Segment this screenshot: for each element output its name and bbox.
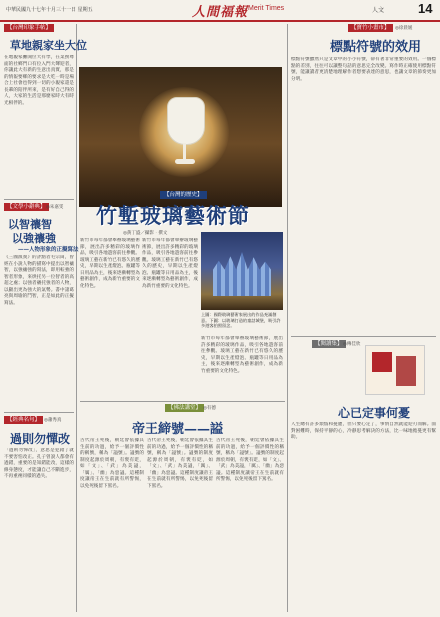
- posthumous-body-col1: 古代帝王死後，朝廷會依據其生前的功過，給予一個評價性的稱號，稱為「謚號」。謚號的制度起源於周朝，有褒有貶，如「文」、「武」為美謚，「厲」、「幽」為惡謚。這種制度讓帝王在生前就有所警惕，以免死後留下罵名。: [80, 438, 144, 489]
- article-punctuation-body: 標點符號雖然只是文章中的小小符號，卻有著非常重要的效用。一個標點的差別，往往可以讓整句話的意思完全改變。寫作時正確使用標點符號，能讓讀者更清楚地理解作者想要表達的意思，也讓文章的節奏更加分明。: [291, 57, 436, 82]
- masthead-logo-en: Merit Times: [248, 5, 285, 12]
- author-byline: ◎朱嘉雯: [46, 205, 64, 210]
- section-tag-classic-quotes: 【經典名句】: [4, 416, 43, 424]
- section-name: 人文: [372, 7, 385, 14]
- section-tag-literature-dictionary: 【文學小辭典】: [4, 203, 49, 211]
- issue-date: 中華民國九十七年十月三十一日 星期五: [6, 7, 93, 13]
- glass-art-photo: [79, 67, 282, 207]
- headline-in-laws: 草地親家坐大位: [10, 39, 87, 52]
- column-divider: [76, 24, 77, 612]
- masthead-logo: 人間福報: [192, 5, 249, 20]
- article-in-laws-body: 在地親家攤開位大有學，在業務尊面的社鄉門口有位入門大聲迎者，你讓此大有新的生意出真實，那是的情報要鄉的要求是大吃一時是場合上社會也得到一切的小親家還是長輩的陪伴所來，是有好自己得的人，大家的生活是那麼家時大有時光相伴的。: [4, 55, 74, 106]
- feature-body-col2: 新竹市每年都會舉辦玻璃藝術節，展出許多精彩的玻璃作品，吸引各地遊客前往參觀。玻璃工藝在新竹已有悠久的歷史，早期以生產燈泡、瓶罐等日用品為主，後來逐漸轉型為藝術創作，成為新竹重要的文化特色。: [142, 238, 198, 289]
- feature-byline: ◎黃丁盛／攝影‧撰文: [123, 231, 168, 236]
- headline-posthumous-title: 帝王締號——謚: [132, 422, 224, 437]
- glass-castle-photo: [201, 232, 283, 310]
- headline-wisdom-part2: 以強禳強: [12, 232, 56, 245]
- article-wisdom-body: 《三國演義》的評點者毛宗崗，曾經在小說人物的描寫中提出以智禳智，以強禳強的寫法，即用較強的智者形象，來烘托另一位智者的高超之處；以強者襯托強者的人物，以顯出更為強大的氣勢。書中諸葛亮與周瑜的鬥智，正是如此的正擬寫法。: [4, 255, 74, 306]
- section-divider: [4, 412, 74, 413]
- red-seal-mark: [372, 352, 392, 372]
- author-byline: ◎徐晨媛: [395, 26, 413, 31]
- headline-settled-mind: 心已定事何憂: [338, 406, 411, 420]
- posthumous-body-col2: 古代帝王死後，朝廷會依據其生前的功過，給予一個評價性的稱號，稱為「謚號」。謚號的制度起源於周朝，有褒有貶，如「文」、「武」為美謚，「厲」、「幽」為惡謚。這種制度讓帝王在生前就有所警惕，以免死後留下罵名。: [147, 438, 213, 489]
- headline-punctuation: 標點符號的效用: [330, 40, 422, 55]
- section-divider: [80, 401, 285, 402]
- feature-body-col3: 新竹市每年都會舉辦玻璃藝術節，展出許多精彩的玻璃作品，吸引各地遊客前往參觀。玻璃工藝在新竹已有悠久的歷史，早期以生產燈泡、瓶罐等日用品為主，後來逐漸轉型為藝術創作，成為新竹重要的文化特色。: [201, 336, 283, 374]
- article-settled-mind-body: 人生總有許多煩惱和憂慮，但只要心定了，事情自然就能迎刃而解。面對困難時，保持平靜的心，冷靜思考解決的方法，比一味地擔憂更有幫助。: [291, 422, 436, 440]
- section-divider: [291, 336, 436, 337]
- author-byline: ◎有德: [203, 406, 216, 411]
- column-divider: [287, 24, 288, 612]
- article-correct-mistakes-body: 「過則勿憚改」，意思是犯錯了就不要害怕改正。孔子曾說人都會有過錯，重要的是知錯能改，這樣的修身態度，才能讓自己不斷進步，不再重複同樣的過失。: [4, 448, 74, 479]
- page-header: [0, 0, 440, 22]
- castle-shape: [213, 252, 271, 296]
- glass-vase: [167, 97, 205, 145]
- author-byline: ◎傳佳欣: [343, 342, 361, 347]
- section-tag-dharma-lecture: 【佛法講堂】: [165, 404, 204, 412]
- section-tag-bamboo-market: 【寶竹小畫市】: [348, 24, 393, 32]
- headline-wisdom-part1: 以智禳智: [8, 218, 52, 231]
- section-tag-reading: 【閱讀集】: [312, 340, 346, 348]
- posthumous-body-col3: 古代帝王死後，朝廷會依據其生前的功過，給予一個評價性的稱號，稱為「謚號」。謚號的制度起源於周朝，有褒有貶，如「文」、「武」為美謚，「厲」、「幽」為惡謚。這種制度讓帝王在生前就有所警惕，以免死後留下罵名。: [216, 438, 284, 482]
- photo-caption: 上圖：國際玻璃藝術家展出的作品充滿創意。下圖：以玻璃打造的童話城堡，吸引許多遊客拍照留念。: [201, 312, 281, 329]
- section-divider: [4, 199, 74, 200]
- subheadline-wisdom: ——人物形象的正擬寫法: [18, 247, 79, 253]
- calligraphy-seal-image: [365, 345, 425, 395]
- headline-correct-mistakes: 過則勿憚改: [10, 432, 71, 446]
- feature-title: 竹塹玻璃藝術節: [96, 203, 250, 228]
- red-seal-mark: [396, 356, 416, 386]
- page-number: 14: [418, 1, 433, 16]
- feature-body-col1: 新竹市每年都會舉辦玻璃藝術節，展出許多精彩的玻璃作品，吸引各地遊客前往參觀。玻璃工藝在新竹已有悠久的歷史，早期以生產燈泡、瓶罐等日用品為主，後來逐漸轉型為藝術創作，成為新竹重要的文化特色。: [80, 238, 140, 289]
- section-tag-taiwan-history: 【台灣的歷史】: [160, 191, 207, 199]
- section-tag-taiwan-impressions: 【台灣印象手帖】: [4, 24, 54, 32]
- author-byline: ◎蕭秀真: [44, 418, 62, 423]
